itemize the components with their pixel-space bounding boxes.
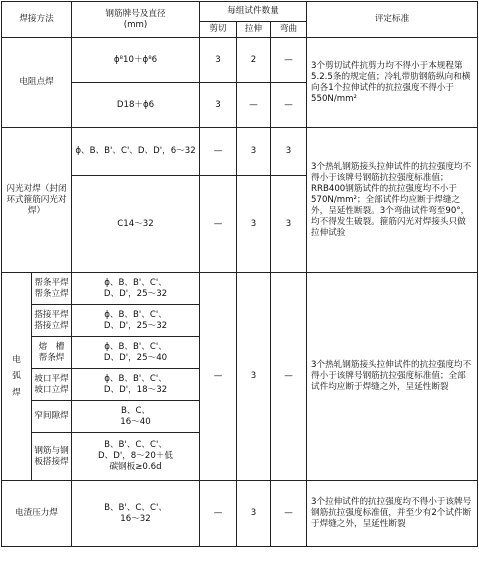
method-flash-butt: 闪光对焊（封闭环式箍筋闪光对焊） — [2, 128, 72, 273]
arc-shear: — — [200, 273, 237, 481]
header-bend: 弯曲 — [271, 22, 307, 38]
spot-tension-2: — — [237, 83, 271, 128]
flash-tension-1: 3 — [237, 128, 271, 176]
arc-spec-5: B、C、 16～40 — [72, 401, 200, 433]
spot-shear-2: 3 — [200, 83, 237, 128]
method-resistance-spot: 电阻点焊 — [2, 38, 72, 128]
arc-spec-1: ϕ、B、B'、C'、 D、D'，25～32 — [72, 273, 200, 305]
arc-criteria: 3个热轧钢筋接头拉伸试件的抗拉强度均不得小于该牌号钢筋抗拉强度标准值；全部试件均应断于焊缝之外，呈延性断裂 — [307, 273, 478, 481]
flash-shear-2: — — [200, 176, 237, 273]
arc-char-1: 电 — [12, 355, 21, 365]
flash-criteria: 3个热轧钢筋接头拉伸试件的抗拉强度均不得小于该牌号钢筋抗拉强度标准值；RRB400钢筋试件的抗拉强度均不小于570N/mm²；全部试件均应断于焊缝之外，呈延性断裂。3个弯曲试件弯至90°，均不得发生破裂。箍筋闪光对焊接头只做拉伸试验 — [307, 128, 478, 273]
header-count-group: 每组试件数量 — [200, 2, 307, 22]
electroslag-bend: — — [271, 481, 307, 547]
electroslag-shear: — — [200, 481, 237, 547]
arc-spec-3: ϕ、B、B'、C'、 D、D'，25～40 — [72, 337, 200, 369]
arc-sub-4: 坡口平焊 坡口立焊 — [32, 369, 72, 401]
header-shear: 剪切 — [200, 22, 237, 38]
spot-criteria: 3个剪切试件抗剪力均不得小于本规程第5.2.5条的规定值；冷轧带肋钢筋纵向和横向各1个拉伸试件的抗拉强度不得小于550N/mm² — [307, 38, 478, 128]
arc-char-3: 焊 — [12, 387, 21, 398]
arc-bend: — — [271, 273, 307, 481]
arc-sub-5: 窄间隙焊 — [32, 401, 72, 433]
spot-bend-2: — — [271, 83, 307, 128]
header-spec-line2: (mm) — [123, 19, 148, 30]
header-spec-line1: 钢筋牌号及直径 — [105, 8, 166, 19]
flash-bend-1: 3 — [271, 128, 307, 176]
arc-sub-6: 钢筋与钢 板搭接焊 — [32, 433, 72, 481]
spot-shear-1: 3 — [200, 38, 237, 83]
electroslag-criteria: 3个拉伸试件的抗拉强度均不得小于该牌号钢筋抗拉强度标准值，并至少有2个试件断于焊缝之外，呈延性断裂 — [307, 481, 478, 547]
arc-sub-2: 搭接平焊 搭接立焊 — [32, 305, 72, 337]
arc-sub-3: 熔 槽 帮条焊 — [32, 337, 72, 369]
spot-tension-1: 2 — [237, 38, 271, 83]
electroslag-spec: B、B'、C、C'、 16～32 — [72, 481, 200, 547]
arc-sub-1: 帮条平焊 帮条立焊 — [32, 273, 72, 305]
welding-test-standards-table — [1, 1, 478, 547]
spot-spec-2: D18＋ϕ6 — [72, 83, 200, 128]
flash-spec-1: ϕ、B、B'、C'、D、D'，6～32 — [72, 128, 200, 176]
flash-spec-2: C14～32 — [72, 176, 200, 273]
arc-char-2: 弧 — [12, 371, 21, 382]
spot-bend-1: — — [271, 38, 307, 83]
flash-tension-2: 3 — [237, 176, 271, 273]
arc-spec-4: ϕ、B、B'、C'、 D、D'，18～32 — [72, 369, 200, 401]
flash-shear-1: — — [200, 128, 237, 176]
electroslag-tension: 3 — [237, 481, 271, 547]
header-spec — [72, 2, 200, 38]
arc-tension: 3 — [237, 273, 271, 481]
method-electroslag: 电渣压力焊 — [2, 481, 72, 547]
spot-spec-1: ϕ⁸10＋ϕ⁸6 — [72, 38, 200, 83]
arc-spec-6: B、B'、C、C'、 D、D'，8～20＋低 碳钢板≥0.6d — [72, 433, 200, 481]
header-method: 焊接方法 — [2, 2, 72, 38]
header-tension: 拉伸 — [237, 22, 271, 38]
arc-spec-2: ϕ、B、B'、C'、 D、D'，25～32 — [72, 305, 200, 337]
flash-bend-2: 3 — [271, 176, 307, 273]
header-criteria: 评定标准 — [307, 2, 478, 38]
method-arc — [2, 273, 32, 481]
